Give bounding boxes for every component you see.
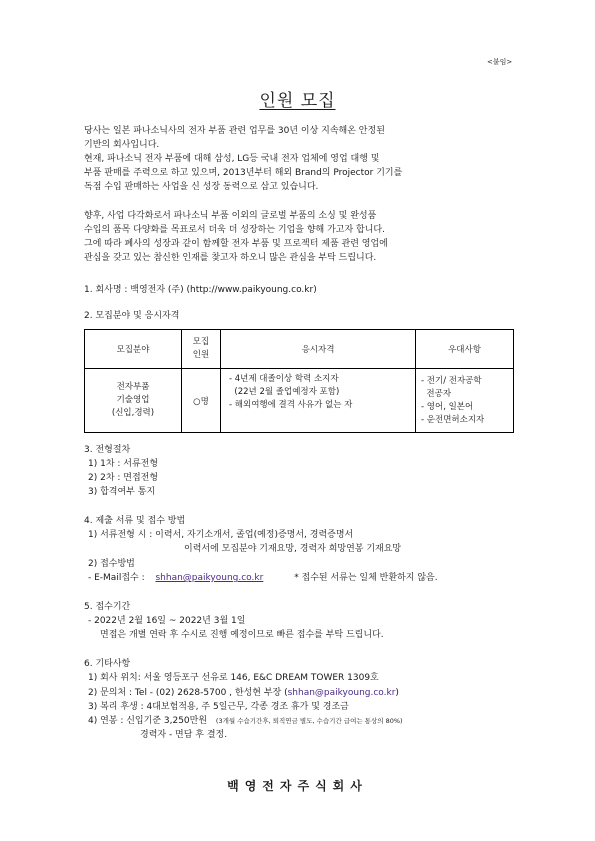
salary-note: (3개월 수습기간후, 퇴직연금 별도, 수습기간 급여는 통상의 80%) [215, 717, 403, 725]
section-company-name: 1. 회사명 : 백영전자 (주) (http://www.paikyoung.co.kr) [84, 285, 317, 295]
intro-line-9: 관심을 갖고 있는 참신한 인재를 찾고자 하오니 많은 관심을 부탁 드립니다. [84, 253, 377, 263]
field-line-1: 전자부품 [116, 382, 150, 392]
intro-line-8: 그에 따라 폐사의 성장과 같이 함께할 전자 부품 및 프로젝터 제품 관련 영업에 [84, 239, 388, 249]
cell-field [85, 369, 182, 433]
other-location: 1) 회사 위치: 서울 영등포구 선유로 146, E&C DREAM TOWER 1309호 [88, 673, 379, 683]
intro-line-4: 부품 판매를 주력으로 하고 있으며, 2013년부터 해외 Brand의 Projector 기기를 [84, 168, 403, 178]
page-title-text: 인원 모집 [259, 91, 336, 111]
preference-line-3: - 영어, 일본어 [421, 401, 474, 412]
selection-step-3: 3) 합격여부 통지 [88, 487, 156, 497]
header-count-line-2: 인원 [192, 350, 210, 360]
table-header-row [85, 330, 514, 369]
header-qualification: 응시자격 [221, 330, 416, 369]
other-salary [88, 714, 403, 728]
section-other-heading: 6. 기타사항 [84, 659, 131, 669]
section-selection-heading: 3. 전형절차 [84, 445, 131, 455]
header-count [182, 330, 221, 369]
header-preference: 우대사항 [416, 330, 514, 369]
header-count-line-1: 모집 [192, 337, 210, 347]
contact-email-link[interactable]: shhan@paikyoung.co.kr [287, 688, 396, 698]
section-period-heading: 5. 접수기간 [84, 602, 131, 612]
contact-prefix: 2) 문의처 : Tel - (02) 2628-5700 , 한성현 부장 ( [88, 688, 288, 698]
intro-line-7: 수입의 품목 다양화를 목표로서 더욱 더 성장하는 기업을 향해 가고자 합니다. [84, 225, 385, 235]
selection-step-2: 2) 2차 : 면접전형 [88, 473, 159, 483]
intro-line-2: 기반의 회사입니다. [84, 140, 160, 150]
table-row [85, 369, 514, 433]
qualification-line-3: - 해외여행에 결격 사유가 없는 자 [229, 400, 353, 410]
attachment-label: <붙임> [487, 58, 513, 66]
preference-line-1: - 전기/ 전자공학 [421, 375, 482, 386]
intro-line-5: 독점 수입 판매하는 사업을 신 성장 동력으로 삼고 있습니다. [84, 182, 319, 192]
email-note: * 접수된 서류는 일체 반환하지 않음. [294, 573, 438, 583]
company-signature: 백영전자주식회사 [227, 779, 368, 793]
documents-line-3: 2) 접수방법 [88, 559, 135, 569]
section-documents-heading: 4. 제출 서류 및 접수 방법 [84, 516, 186, 526]
period-dates: - 2022년 2월 16일 ~ 2022년 3월 1일 [88, 616, 246, 626]
cell-count: ○명 [182, 369, 221, 433]
preference-line-2: 전공자 [421, 388, 452, 399]
email-link[interactable]: shhan@paikyoung.co.kr [155, 573, 264, 583]
cell-preference [416, 369, 514, 433]
selection-step-1: 1) 1차 : 서류전형 [88, 459, 159, 469]
salary-experienced: 경력자 - 면담 후 결정. [140, 730, 228, 740]
intro-line-1: 당사는 일본 파나소닉사의 전자 부품 관련 업무를 30년 이상 지속해온 안정된 [84, 126, 385, 136]
period-note: 면접은 개별 연락 후 수시로 진행 예정이므로 빠른 접수를 부탁 드립니다. [100, 630, 384, 640]
contact-suffix: ) [395, 688, 399, 698]
other-welfare: 3) 복리 후생 : 4대보험적용, 주 5일근무, 각종 경조 휴가 및 경조금 [88, 702, 349, 712]
salary-text: 4) 연봉 : 신입기준 3,250만원 [88, 716, 208, 726]
email-line [88, 571, 438, 585]
field-line-2: 기술영업 [116, 395, 150, 405]
recruitment-table [84, 329, 514, 433]
email-prefix: - E-Mail접수 : [88, 573, 145, 583]
section-recruitment-heading: 2. 모집분야 및 응시자격 [84, 311, 180, 321]
documents-line-1: 1) 서류전형 시 : 이력서, 자기소개서, 졸업(예정)증명서, 경력증명서 [88, 530, 354, 540]
page-title [0, 86, 595, 111]
qualification-line-1: - 4년제 대졸이상 학력 소지자 [229, 374, 339, 384]
qualification-line-2: (22년 2월 졸업예정자 포함) [229, 387, 340, 397]
intro-line-3: 현재, 파나소닉 전자 부품에 대해 삼성, LG등 국내 전자 업체에 영업 대행 및 [84, 154, 380, 164]
documents-line-2: 이력서에 모집분야 기재요망, 경력자 희망연봉 기재요망 [184, 544, 402, 554]
intro-line-6: 향후, 사업 다각화로서 파나소닉 부품 이외의 글로벌 부품의 소싱 및 완성품 [84, 211, 377, 221]
field-line-3: (신입,경력) [111, 408, 155, 418]
header-field: 모집분야 [85, 330, 182, 369]
other-contact [88, 686, 399, 700]
preference-line-4: - 운전면허소지자 [421, 414, 485, 425]
cell-qualification [221, 369, 416, 433]
